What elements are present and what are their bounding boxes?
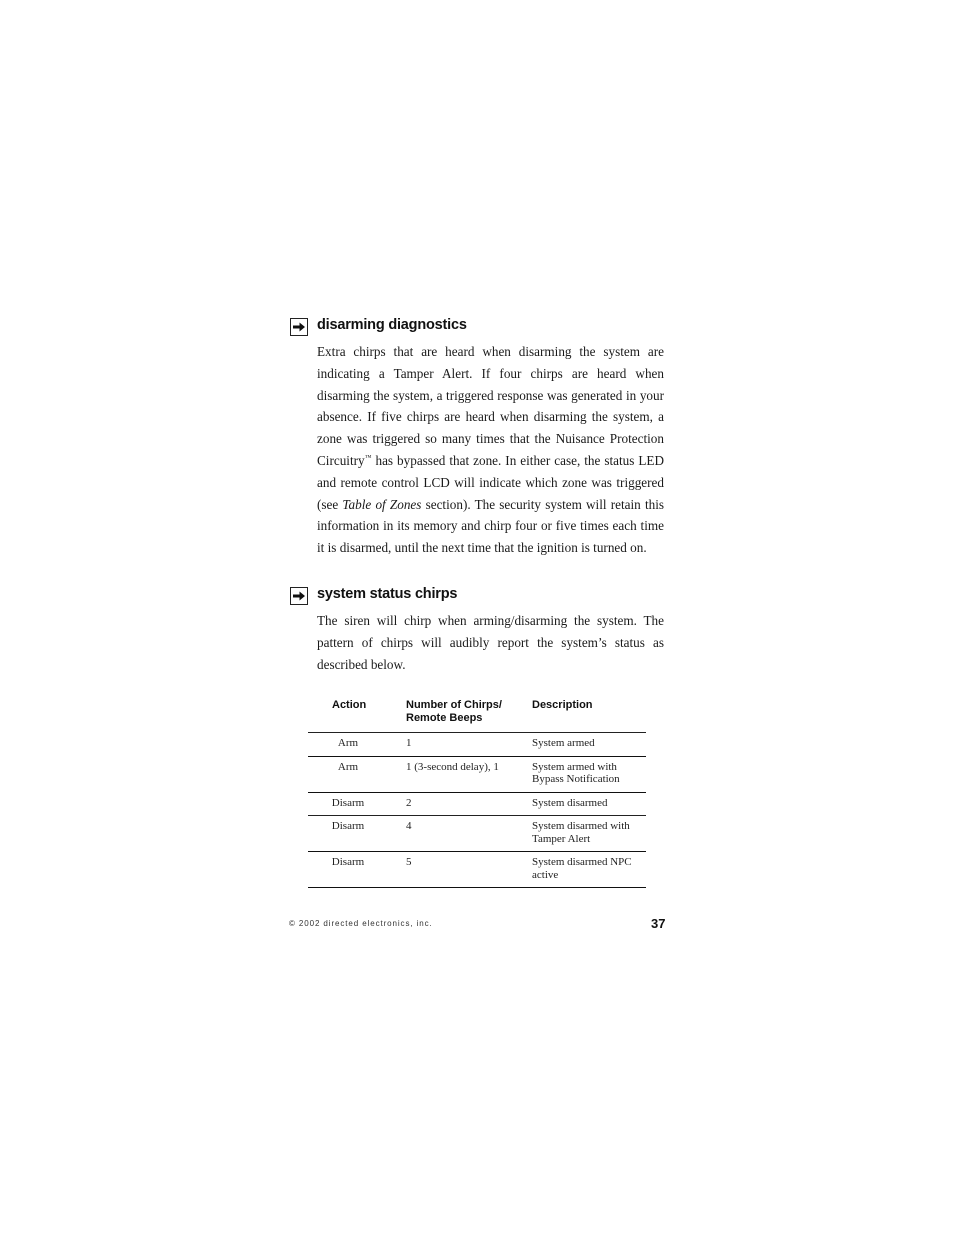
section-disarming-diagnostics xyxy=(290,318,666,559)
header-action: Action xyxy=(308,697,406,733)
description-line: Tamper Alert xyxy=(532,832,591,845)
chirp-status-table xyxy=(308,697,646,888)
cell-action: Disarm xyxy=(308,816,406,852)
description-line: System armed with xyxy=(532,760,617,773)
table-row xyxy=(308,816,646,852)
paragraph-text: Extra chirps that are heard when disarming the system are indicating a Tamper Alert. If four chirps are heard when disarming the system, a triggered response was generated in your absence. If five chirps are heard when disarming the system, a zone was triggered so many times that the Nuisance Protection Circuitry xyxy=(317,344,664,468)
table-row xyxy=(308,852,646,888)
cell-action: Disarm xyxy=(308,792,406,816)
arrow-right-icon xyxy=(290,587,308,605)
cell-description xyxy=(532,852,646,888)
cell-description xyxy=(532,816,646,852)
table-row xyxy=(308,756,646,792)
section-paragraph xyxy=(317,610,664,675)
table-of-zones-reference: Table of Zones xyxy=(342,496,422,512)
cell-chirps: 5 xyxy=(406,852,532,888)
header-description: Description xyxy=(532,697,646,733)
paragraph-text: has bypassed that zone. In either case, the status LED and remote control LCD will indicate which zone was triggered (see xyxy=(317,452,664,512)
trademark-symbol: ™ xyxy=(364,453,372,462)
paragraph-text: The siren will chirp when arming/disarming the system. The pattern of chirps will audibly report the system’s status as described below. xyxy=(317,613,664,672)
table-row xyxy=(308,792,646,816)
header-chirps-line1: Number of Chirps/ xyxy=(406,699,502,711)
cell-action: Arm xyxy=(308,756,406,792)
cell-description: System disarmed xyxy=(532,792,646,816)
paragraph-text: section). The security system will retain this information in its memory and chirp four or five times each time it is disarmed, until the next time that the ignition is turned on. xyxy=(317,496,665,556)
table-row xyxy=(308,733,646,757)
section-system-status-chirps xyxy=(290,587,666,675)
cell-action: Arm xyxy=(308,733,406,757)
description-line: active xyxy=(532,868,559,881)
description-line: System disarmed NPC xyxy=(532,856,632,868)
cell-action: Disarm xyxy=(308,852,406,888)
table-header-row xyxy=(308,697,646,733)
header-chirps-line2: Remote Beeps xyxy=(406,712,483,724)
section-heading xyxy=(290,318,666,340)
section-title: disarming diagnostics xyxy=(317,317,467,333)
cell-description xyxy=(532,756,646,792)
page-number: 37 xyxy=(651,916,666,931)
section-title: system status chirps xyxy=(317,586,458,602)
description-line: Bypass Notification xyxy=(532,773,620,785)
cell-chirps: 1 xyxy=(406,733,532,757)
section-paragraph xyxy=(317,341,664,559)
footer-copyright: © 2002 directed electronics, inc. xyxy=(289,919,433,928)
cell-description: System armed xyxy=(532,733,646,757)
cell-chirps: 4 xyxy=(406,816,532,852)
section-heading xyxy=(290,587,666,609)
description-line: System disarmed with xyxy=(532,820,630,832)
arrow-right-icon xyxy=(290,318,308,336)
cell-chirps: 2 xyxy=(406,792,532,816)
cell-chirps: 1 (3-second delay), 1 xyxy=(406,756,532,792)
header-number-of-chirps xyxy=(406,697,532,733)
